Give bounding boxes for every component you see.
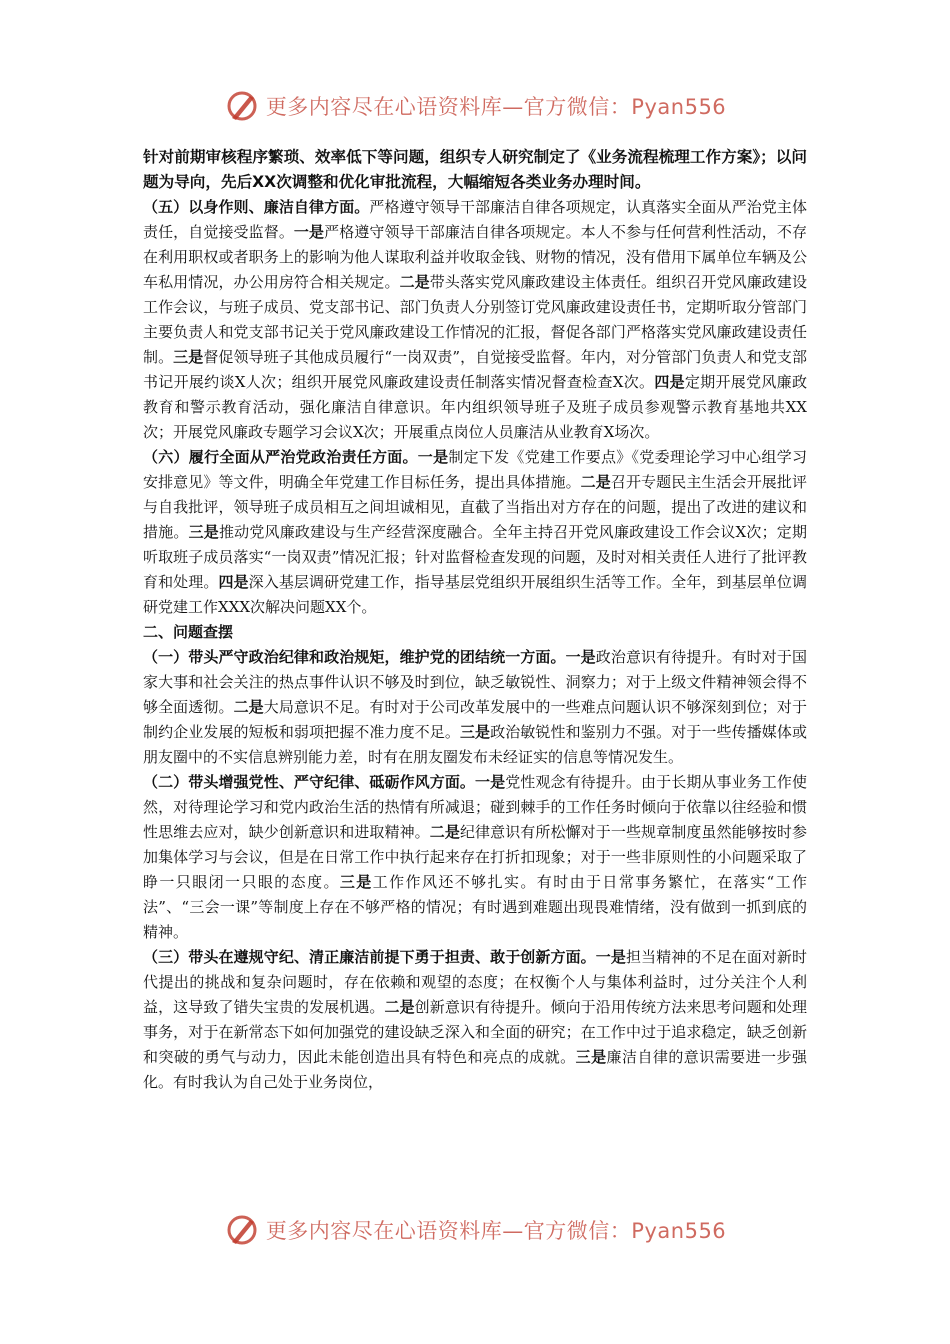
problem-1: （一）带头严守政治纪律和政治规矩，维护党的团结统一方面。一是政治意识有待提升。有时对于国家大事和社会关注的热点事件认识不够及时到位，缺乏敏锐性、洞察力；对于上级文件精神领会得不够全面透彻。二是大局意识不足。有时对于公司改革发展中的一些难点问题认识不够深刻到位；对于制约企业发展的短板和弱项把握不准力度不足。三是政治敏锐性和鉴别力不强。对于一些传播媒体或朋友圈中的不实信息辨别能力差，时有在朋友圈发布未经证实的信息等情况发生。 xyxy=(143,648,807,766)
watermark-banner-bottom xyxy=(0,1208,950,1252)
paragraph-6-title: （六）履行全面从严治党政治责任方面。 xyxy=(143,448,418,466)
problem-1-title: （一）带头严守政治纪律和政治规矩，维护党的团结统一方面。 xyxy=(143,648,566,666)
pen-logo-icon xyxy=(224,88,260,124)
document-body xyxy=(143,145,807,1095)
banner-text: 更多内容尽在心语资料库—官方微信：Pyan556 xyxy=(265,95,727,119)
paragraph-6: （六）履行全面从严治党政治责任方面。一是制定下发《党建工作要点》《党委理论学习中心组学习安排意见》等文件，明确全年党建工作目标任务，提出具体措施。二是召开专题民主生活会开展批评与自我批评，领导班子成员相互之间坦诚相见，直截了当指出对方存在的问题，提出了改进的建议和措施。三是推动党风廉政建设与生产经营深度融合。全年主持召开党风廉政建设工作会议X次；定期听取班子成员落实“一岗双责”情况汇报；针对监督检查发现的问题，及时对相关责任人进行了批评教育和处理。四是深入基层调研党建工作，指导基层党组织开展组织生活等工作。全年，到基层单位调研党建工作XXX次解决问题XX个。 xyxy=(143,448,807,616)
paragraph-5-title: （五）以身作则、廉洁自律方面。 xyxy=(143,198,370,216)
problem-2-title: （二）带头增强党性、严守纪律、砥砺作风方面。 xyxy=(143,773,476,791)
section-2-heading: 二、问题查摆 xyxy=(143,623,234,641)
problem-3: （三）带头在遵规守纪、清正廉洁前提下勇于担责、敢于创新方面。一是担当精神的不足在面对新时代提出的挑战和复杂问题时，存在依赖和观望的态度；在权衡个人与集体利益时，过分关注个人利益，这导致了错失宝贵的发展机遇。二是创新意识有待提升。倾向于沿用传统方法来思考问题和处理事务，对于在新常态下如何加强党的建设缺乏深入和全面的研究；在工作中过于追求稳定，缺乏创新和突破的勇气与动力，因此未能创造出具有特色和亮点的成就。三是廉洁自律的意识需要进一步强化。有时我认为自己处于业务岗位， xyxy=(143,948,807,1091)
watermark-banner-top xyxy=(0,84,950,128)
problem-3-title: （三）带头在遵规守纪、清正廉洁前提下勇于担责、敢于创新方面。 xyxy=(143,948,596,966)
intro-paragraph: 针对前期审核程序繁琐、效率低下等问题，组织专人研究制定了《业务流程梳理工作方案》；以问题为导向，先后XX次调整和优化审批流程，大幅缩短各类业务办理时间。 xyxy=(143,148,807,191)
problem-2: （二）带头增强党性、严守纪律、砥砺作风方面。一是党性观念有待提升。由于长期从事业务工作使然，对待理论学习和党内政治生活的热情有所减退；碰到棘手的工作任务时倾向于依靠以往经验和惯性思维去应对，缺少创新意识和进取精神。二是纪律意识有所松懈对于一些规章制度虽然能够按时参加集体学习与会议，但是在日常工作中执行起来存在打折扣现象；对于一些非原则性的小问题采取了睁一只眼闭一只眼的态度。三是工作作风还不够扎实。有时由于日常事务繁忙，在落实“工作法”、“三会一课”等制度上存在不够严格的情况；有时遇到难题出现畏难情绪，没有做到一抓到底的精神。 xyxy=(143,773,807,941)
paragraph-5: （五）以身作则、廉洁自律方面。严格遵守领导干部廉洁自律各项规定，认真落实全面从严治党主体责任，自觉接受监督。一是严格遵守领导干部廉洁自律各项规定。本人不参与任何营利性活动，不存在利用职权或者职务上的影响为他人谋取利益并收取金钱、财物的情况，没有借用下属单位车辆及公车私用情况，办公用房符合相关规定。二是带头落实党风廉政建设主体责任。组织召开党风廉政建设工作会议，与班子成员、党支部书记、部门负责人分别签订党风廉政建设责任书，定期听取分管部门主要负责人和党支部书记关于党风廉政建设工作情况的汇报，督促各部门严格落实党风廉政建设责任制。三是督促领导班子其他成员履行“一岗双责”，自觉接受监督。年内，对分管部门负责人和党支部书记开展约谈X人次；组织开展党风廉政建设责任制落实情况督查检查X次。四是定期开展党风廉政教育和警示教育活动，强化廉洁自律意识。年内组织领导班子及班子成员参观警示教育基地共XX次；开展党风廉政专题学习会议X次；开展重点岗位人员廉洁从业教育X场次。 xyxy=(143,198,807,441)
banner-text: 更多内容尽在心语资料库—官方微信：Pyan556 xyxy=(265,1219,727,1243)
pen-logo-icon xyxy=(224,1212,260,1248)
